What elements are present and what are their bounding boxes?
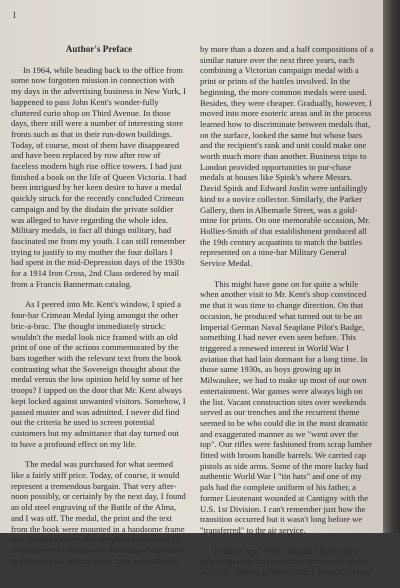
preface-title: Author's Preface xyxy=(65,44,133,54)
paragraph: This might have gone on for quite a while when another visit to Mr. Kent's shop convinced me that it was time to change direction. On that occasion, he produced what turned out to be an Imperial German Naval Seaplane Pilot's Badge, something I had never even seen before. This triggered a renewed interest in World War I aviation that had lain dormant for a long time. In those same 1930s, as boys growing up in Milwaukee, we had to make up most of our own entertainment. War games were always high on the list. Vacant construction sites over weekends served as our trenches and the recurrent theme seemed to be who could die in the most dramatic and exaggerated manner as we "went over the top". Our rifles were fashioned from scrap lumber fitted with broom handle barrels. We carried cap pistols as side arms. Some of the more lucky had authentic World War I "tin hats" and one of my pals had the complete uniform of his father, a former Lieutenant wounded at Cantigny with the U.S. 1st Division. I can't remember just how the transition occurred but it wasn't long before we "transferred" to the air service. xyxy=(200,278,372,535)
paragraph: As I peered into Mr. Kent's window, I spied a four-bar Crimean Medal lying amongst the other bric-a-brac. The thought immediately struck: wouldn't the medal look nice framed with an old print of one of the actions commemorated by the bars together with the relevant text from the book contrasting what the Sovereign thought about the medal versus the low opinion held by some of her troops? I tapped on the door that Mr. Kent always kept locked against unwanted visitors. Somehow, I passed muster and was admitted. I never did find out the criteria he used to screen potential customers but my admittance that day turned out to have a profound effect on my life. xyxy=(11,299,186,449)
book-spine-shadow xyxy=(383,0,400,533)
right-column xyxy=(200,44,374,588)
paragraph: The medal was purchased for what seemed like a fairly stiff price. Today, of course, it would represent a tremendous bargain. That very after-noon possibly, or certainly by the next day, I found an old steel engraving of the Battle of the Alma, and I was off. The medal, the print and the text from the book were mounted in a handsome frame and, despite a rather dim reception from my wife, it hung over the fireplace in the study of our home in Princeton for several years. This was followed xyxy=(11,459,186,566)
page-number: 1 xyxy=(12,10,17,20)
left-column xyxy=(11,44,187,576)
paragraph: by more than a dozen and a half compositions of a similar nature over the next three years, each combining a Victorian campaign medal with a print or prints of the battles involved. In the beginning, the more common medals were used. Besides, they were cheaper. Gradually, however, I moved into more esoteric areas and in the process learned how to discriminate between medals that, on the surface, looked the same but whose bars and the recipient's rank and unit could make one worth much more than another. Business trips to London provided opportunities to pur-chase medals at houses like Spink's where Messrs. David Spink and Edward Joslin were unfailingly kind to a novice collector. Similarly, the Parker Gallery, then in Albemarle Street, was a gold-mine for prints. On one memorable occasion, Mr. Hollies-Smith of that establishment produced all the 19th century acquatints to match the battles represented on a nine-bar Military General Service Medal. xyxy=(200,44,374,269)
paragraph: In 1964, while heading back to the office from some now forgotten mission in connection with my days in the advertising business in New York, I happened to pass John Kent's wonder-fully cluttered curio shop on Third Avenue. In those days, there still were a number of interesting store fronts such as that in their run-down buildings. Today, of course, most of them have disappeared and have been replaced by row after row of faceless modern high rise office towers. I had just finished a book on the life of Queen Victoria. I had been intrigued by her keen desire to have a medal quickly struck for the recently concluded Crimean campaign and by the disdain the private soldier was alleged to have regarding the whole idea. Military medals, in fact all things military, had fascinated me from my youth. I can still remember trying to justify to my mother the four dollars I had spent in the mid-Depression days of the 1930s for a 1914 Iron Cross, 2nd Class ordered by mail from a Francis Bannerman catalog. xyxy=(11,64,187,289)
paragraph: In those days, every drugstore had racks of pulp magazines that contained sensational stories of the air fighting in World War I. Floyd Gibbons' xyxy=(200,545,371,578)
